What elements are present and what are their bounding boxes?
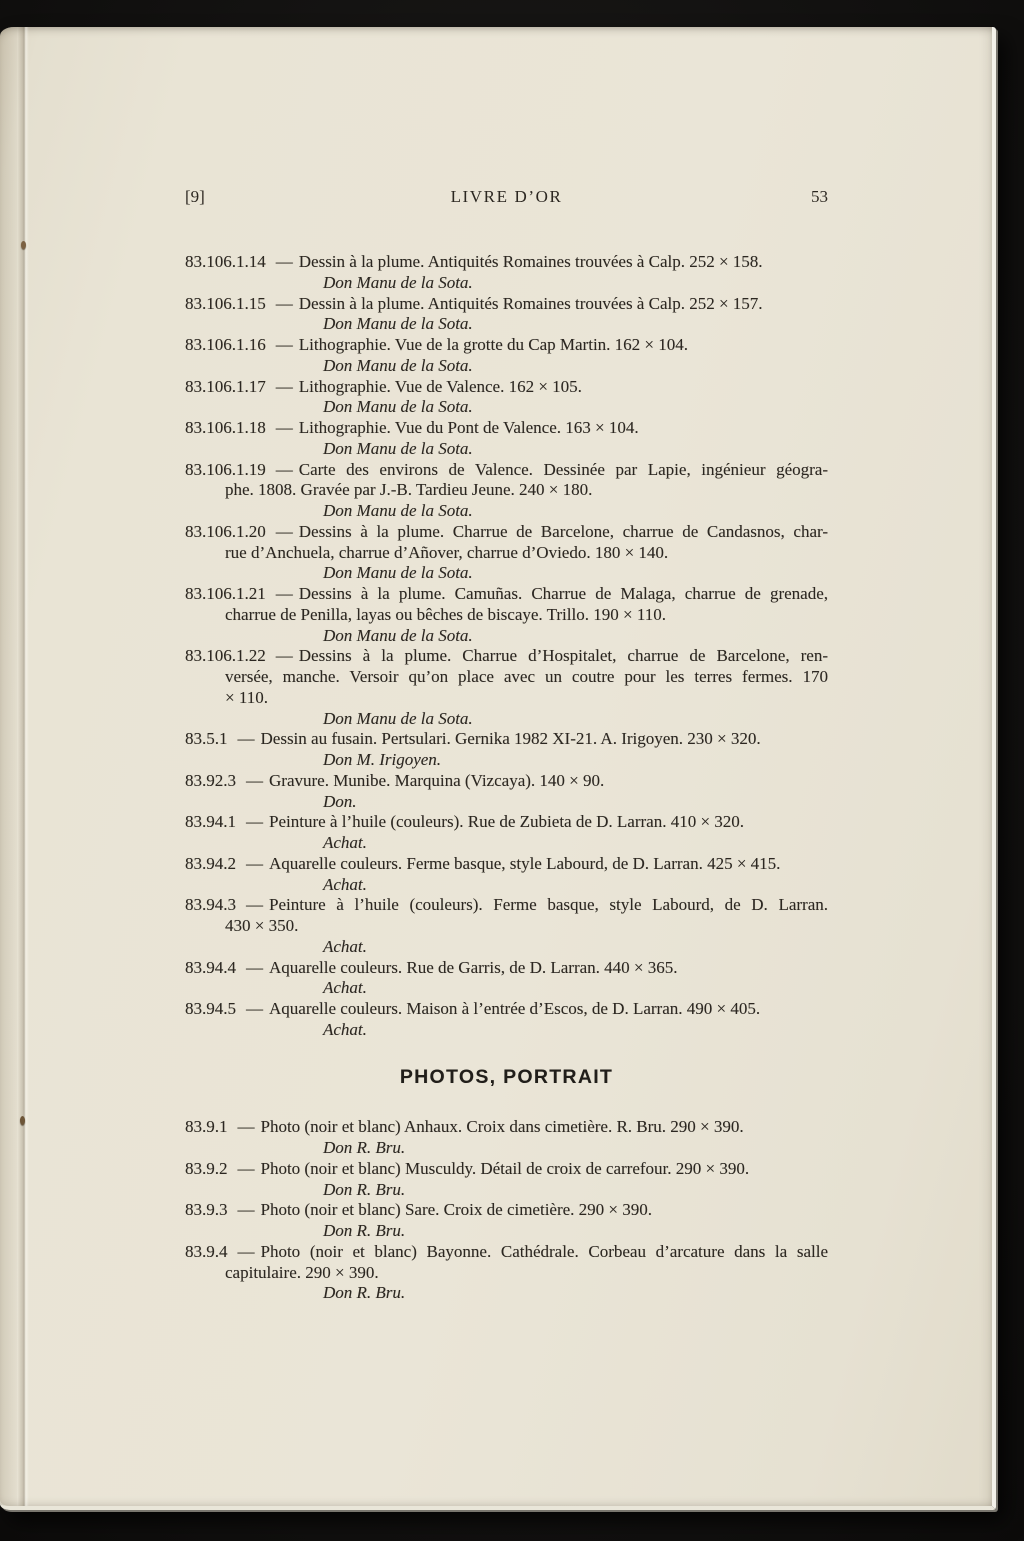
dash-separator: — xyxy=(237,1158,255,1178)
entry-id: 83.92.3 xyxy=(185,770,236,790)
entry-text: Peinture à l’huile (couleurs). Ferme basque, style Labourd, de D. Larran. xyxy=(269,895,828,915)
entry-credit: Achat. xyxy=(323,978,367,998)
book-page xyxy=(0,27,996,1510)
entry-id: 83.94.3 xyxy=(185,895,236,915)
entry-text: Peinture à l’huile (couleurs). Rue de Zubieta de D. Larran. 410 × 320. xyxy=(269,812,745,832)
entry-text: Photo (noir et blanc) Bayonne. Cathédrale. Corbeau d’arcature dans la salle xyxy=(260,1241,828,1261)
section-heading: PHOTOS, PORTRAIT xyxy=(399,1065,614,1088)
folio-bracket-number: [9] xyxy=(185,187,205,206)
catalog-entry xyxy=(185,895,828,957)
dash-separator: — xyxy=(275,293,293,313)
entry-credit: Don Manu de la Sota. xyxy=(323,708,473,728)
entry-continuation-line: charrue de Penilla, layas ou bêches de biscaye. Trillo. 190 × 110. xyxy=(225,604,666,624)
catalog-entry xyxy=(185,729,828,771)
entry-text: Carte des environs de Valence. Dessinée par Lapie, ingénieur géogra- xyxy=(298,459,828,479)
entry-id: 83.106.1.22 xyxy=(185,646,266,666)
catalog-entry xyxy=(185,377,828,419)
entry-id: 83.106.1.21 xyxy=(185,584,266,603)
catalog-entry xyxy=(185,812,828,854)
entry-credit: Don Manu de la Sota. xyxy=(323,397,473,417)
dash-separator: — xyxy=(275,335,293,354)
entry-id: 83.94.4 xyxy=(185,957,236,977)
entry-credit: Don R. Bru. xyxy=(323,1179,406,1199)
dash-separator: — xyxy=(237,1200,255,1220)
catalog-entry xyxy=(185,294,828,336)
entry-credit: Don R. Bru. xyxy=(323,1283,406,1303)
dash-separator: — xyxy=(275,646,293,666)
entry-text: Lithographie. Vue du Pont de Valence. 163 × 104. xyxy=(298,418,639,437)
entry-id: 83.94.5 xyxy=(185,999,236,1018)
entry-first-line xyxy=(185,812,828,833)
entry-credit: Don Manu de la Sota. xyxy=(323,563,473,583)
entry-first-line xyxy=(185,1242,828,1263)
entry-continuation-line: 430 × 350. xyxy=(225,916,299,935)
entry-first-line xyxy=(185,646,828,667)
entry-id: 83.94.2 xyxy=(185,853,236,873)
entry-text: Dessin à la plume. Antiquités Romaines trouvées à Calp. 252 × 157. xyxy=(298,293,763,313)
entry-id: 83.106.1.19 xyxy=(185,459,266,479)
entry-credit: Achat. xyxy=(323,936,367,956)
entry-text: Photo (noir et blanc) Musculdy. Détail de croix de carrefour. 290 × 390. xyxy=(260,1158,750,1178)
entry-text: Dessins à la plume. Charrue d’Hospitalet, charrue de Barcelone, ren- xyxy=(298,646,828,666)
entry-first-line xyxy=(185,584,828,605)
entry-text: Dessins à la plume. Charrue de Barcelone, charrue de Candasnos, char- xyxy=(298,521,828,541)
entry-continuation-line: capitulaire. 290 × 390. xyxy=(225,1262,379,1282)
entry-text: Aquarelle couleurs. Rue de Garris, de D. Larran. 440 × 365. xyxy=(269,957,678,977)
catalog-entry xyxy=(185,771,828,813)
entry-text: Photo (noir et blanc) Anhaux. Croix dans cimetière. R. Bru. 290 × 390. xyxy=(260,1117,744,1137)
page-header xyxy=(185,187,828,211)
entry-credit: Don M. Irigoyen. xyxy=(323,750,442,769)
catalog-entry xyxy=(185,522,828,584)
catalog-entry xyxy=(185,335,828,377)
entry-text: Aquarelle couleurs. Ferme basque, style Labourd, de D. Larran. 425 × 415. xyxy=(269,853,781,873)
entry-credit: Don Manu de la Sota. xyxy=(323,625,473,645)
catalog-entry xyxy=(185,958,828,1000)
entry-credit: Achat. xyxy=(323,1019,367,1039)
entry-continuation-line: rue d’Anchuela, charrue d’Añover, charrue d’Oviedo. 180 × 140. xyxy=(225,542,669,562)
entry-id: 83.106.1.20 xyxy=(185,521,266,541)
entry-first-line xyxy=(185,1200,828,1221)
catalog xyxy=(185,252,828,1304)
dash-separator: — xyxy=(275,376,293,396)
catalog-entry xyxy=(185,460,828,522)
entry-text: Dessin à la plume. Antiquités Romaines trouvées à Calp. 252 × 158. xyxy=(298,252,763,271)
entry-text: Gravure. Munibe. Marquina (Vizcaya). 140 × 90. xyxy=(269,770,605,790)
catalog-entry xyxy=(185,1159,828,1201)
entry-continuation-line: × 110. xyxy=(225,687,268,707)
entry-first-line xyxy=(185,1159,828,1180)
dash-separator: — xyxy=(237,1241,255,1261)
running-title: LIVRE D’OR xyxy=(450,187,563,206)
catalog-entry xyxy=(185,646,828,729)
entry-first-line xyxy=(185,729,828,750)
entry-continuation-line: versée, manche. Versoir qu’on place avec un coutre pour les terres fermes. 170 xyxy=(225,667,828,686)
catalog-entry xyxy=(185,1200,828,1242)
catalog-entry xyxy=(185,854,828,896)
entry-first-line xyxy=(185,522,828,543)
entry-id: 83.5.1 xyxy=(185,729,228,749)
entry-first-line xyxy=(185,377,828,398)
dash-separator: — xyxy=(275,459,293,479)
entry-credit: Don. xyxy=(323,791,357,811)
entry-id: 83.9.4 xyxy=(185,1241,228,1261)
entry-first-line xyxy=(185,460,828,481)
catalog-entry xyxy=(185,1242,828,1304)
entry-first-line xyxy=(185,854,828,875)
entry-first-line xyxy=(185,999,828,1020)
entry-credit: Achat. xyxy=(323,833,367,852)
entry-credit: Achat. xyxy=(323,874,367,894)
entry-first-line xyxy=(185,335,828,356)
entry-id: 83.106.1.14 xyxy=(185,252,266,271)
entry-credit: Don Manu de la Sota. xyxy=(323,438,473,458)
catalog-entry xyxy=(185,418,828,460)
catalog-entry xyxy=(185,999,828,1041)
entry-text: Dessin au fusain. Pertsulari. Gernika 1982 XI-21. A. Irigoyen. 230 × 320. xyxy=(260,729,761,749)
dash-separator: — xyxy=(275,584,293,603)
entry-id: 83.9.2 xyxy=(185,1158,228,1178)
dash-separator: — xyxy=(275,521,293,541)
entry-credit: Don R. Bru. xyxy=(323,1221,406,1240)
entry-text: Aquarelle couleurs. Maison à l’entrée d’Escos, de D. Larran. 490 × 405. xyxy=(269,999,761,1018)
entry-id: 83.94.1 xyxy=(185,812,236,832)
entry-first-line xyxy=(185,958,828,979)
dash-separator: — xyxy=(275,252,293,271)
entry-credit: Don Manu de la Sota. xyxy=(323,355,473,375)
dash-separator: — xyxy=(275,418,293,437)
entry-text: Dessins à la plume. Camuñas. Charrue de Malaga, charrue de grenade, xyxy=(298,584,828,603)
catalog-entry xyxy=(185,1117,828,1159)
entry-id: 83.106.1.17 xyxy=(185,376,266,396)
dash-separator: — xyxy=(237,729,255,749)
dash-separator: — xyxy=(246,853,263,873)
dash-separator: — xyxy=(246,812,263,832)
dash-separator: — xyxy=(246,999,263,1018)
entry-credit: Don Manu de la Sota. xyxy=(323,501,473,520)
binding-speck xyxy=(21,241,26,249)
entry-id: 83.106.1.16 xyxy=(185,335,266,354)
entry-first-line xyxy=(185,294,828,315)
dash-separator: — xyxy=(246,770,263,790)
dash-separator: — xyxy=(246,957,263,977)
binding-speck xyxy=(20,1116,25,1125)
catalog-entry xyxy=(185,252,828,294)
entry-first-line xyxy=(185,895,828,916)
entry-id: 83.9.1 xyxy=(185,1117,228,1137)
entry-first-line xyxy=(185,1117,828,1138)
page-number: 53 xyxy=(811,187,828,206)
entry-id: 83.106.1.15 xyxy=(185,293,266,313)
entry-continuation-line: phe. 1808. Gravée par J.-B. Tardieu Jeune. 240 × 180. xyxy=(225,480,593,500)
entry-text: Photo (noir et blanc) Sare. Croix de cimetière. 290 × 390. xyxy=(260,1200,653,1220)
catalog-entry xyxy=(185,584,828,646)
entry-first-line xyxy=(185,252,828,273)
entry-text: Lithographie. Vue de Valence. 162 × 105. xyxy=(298,376,582,396)
dash-separator: — xyxy=(246,895,263,915)
entry-credit: Don Manu de la Sota. xyxy=(323,314,473,334)
entry-credit: Don R. Bru. xyxy=(323,1138,406,1157)
entry-id: 83.9.3 xyxy=(185,1200,228,1220)
dash-separator: — xyxy=(237,1117,255,1137)
entry-text: Lithographie. Vue de la grotte du Cap Martin. 162 × 104. xyxy=(298,335,689,354)
entry-first-line xyxy=(185,771,828,792)
entry-credit: Don Manu de la Sota. xyxy=(323,272,473,292)
entry-first-line xyxy=(185,418,828,439)
entry-id: 83.106.1.18 xyxy=(185,418,266,437)
